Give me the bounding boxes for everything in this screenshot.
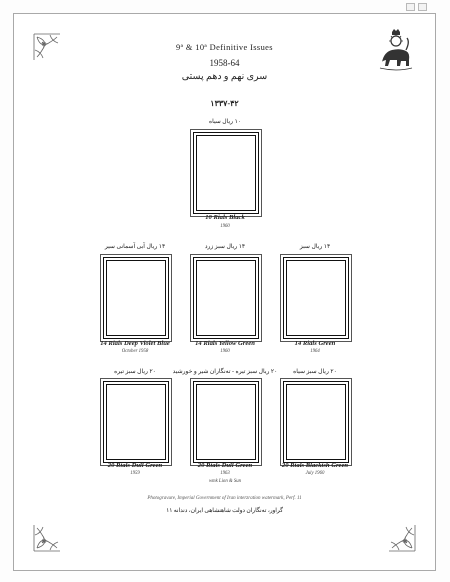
stamp-mount <box>193 381 259 463</box>
stamp-mount <box>283 381 349 463</box>
page-title: 9ª & 10ª Definitive Issues <box>176 43 273 52</box>
stamp-date: October 1958 <box>121 349 149 354</box>
stamp-label-persian: ۱۴ ریال سبز <box>299 244 331 250</box>
page-title-persian: سری نهم و دهم پستی <box>181 72 268 82</box>
stamp-mount <box>193 257 259 339</box>
window-button-close[interactable] <box>418 3 427 11</box>
stamp-name: 14 Rials Yellow Green <box>195 340 255 347</box>
corner-ornament-icon <box>387 523 417 553</box>
stamp-date: 1963 <box>220 471 230 476</box>
stamp-date: 1960 <box>220 224 230 229</box>
stamp-name: 14 Rials Green <box>294 340 336 347</box>
stamp-mount <box>103 257 169 339</box>
page-years-persian: ۱۳۳۷-۴۲ <box>210 99 239 108</box>
corner-ornament-icon <box>32 523 62 553</box>
stamp-name: 10 Rials Black <box>205 214 245 221</box>
stamp-date: 1960 <box>220 349 230 354</box>
stamp-mount <box>193 132 259 214</box>
stamp-label-persian: ۲۰ ریال سبز تیره - ته‌نگاران شیر و خورشید <box>172 369 278 375</box>
page-years: 1958-64 <box>209 58 240 68</box>
stamp-date: July 1960 <box>305 471 325 476</box>
stamp-name: 14 Rials Deep Violet Blue <box>100 340 170 347</box>
stamp-watermark-note: wmk Lion & Sun <box>208 479 242 484</box>
footer-printing-note-persian: گراور، ته‌نگاران دولت شاهنشاهی ایران، دندانه ۱۱ <box>166 508 283 514</box>
stamp-date: 1959 <box>130 471 140 476</box>
stamp-label-persian: ۱۰ ریال سیاه <box>208 119 242 125</box>
footer-printing-note: Photogravure, Imperial Government of Iran interzration watermark, Perf. 11 <box>147 496 302 501</box>
stamp-label-persian: ۱۴ ریال سبز زرد <box>204 244 246 250</box>
stamp-mount <box>283 257 349 339</box>
stamp-mount <box>103 381 169 463</box>
stamp-name: 20 Rials Dull Green <box>197 462 253 469</box>
stamp-name: 20 Rials Dull Green <box>107 462 163 469</box>
stamp-name: 20 Rials Blackish Green <box>281 462 349 469</box>
window-button-minimize[interactable] <box>406 3 415 11</box>
stamp-label-persian: ۱۴ ریال آبی آسمانی سیر <box>104 244 166 250</box>
stamp-date: 1964 <box>310 349 320 354</box>
stamp-label-persian: ۲۰ ریال سبز سیاه <box>293 369 337 375</box>
album-page <box>13 13 436 571</box>
stamp-label-persian: ۲۰ ریال سبز تیره <box>114 369 156 375</box>
